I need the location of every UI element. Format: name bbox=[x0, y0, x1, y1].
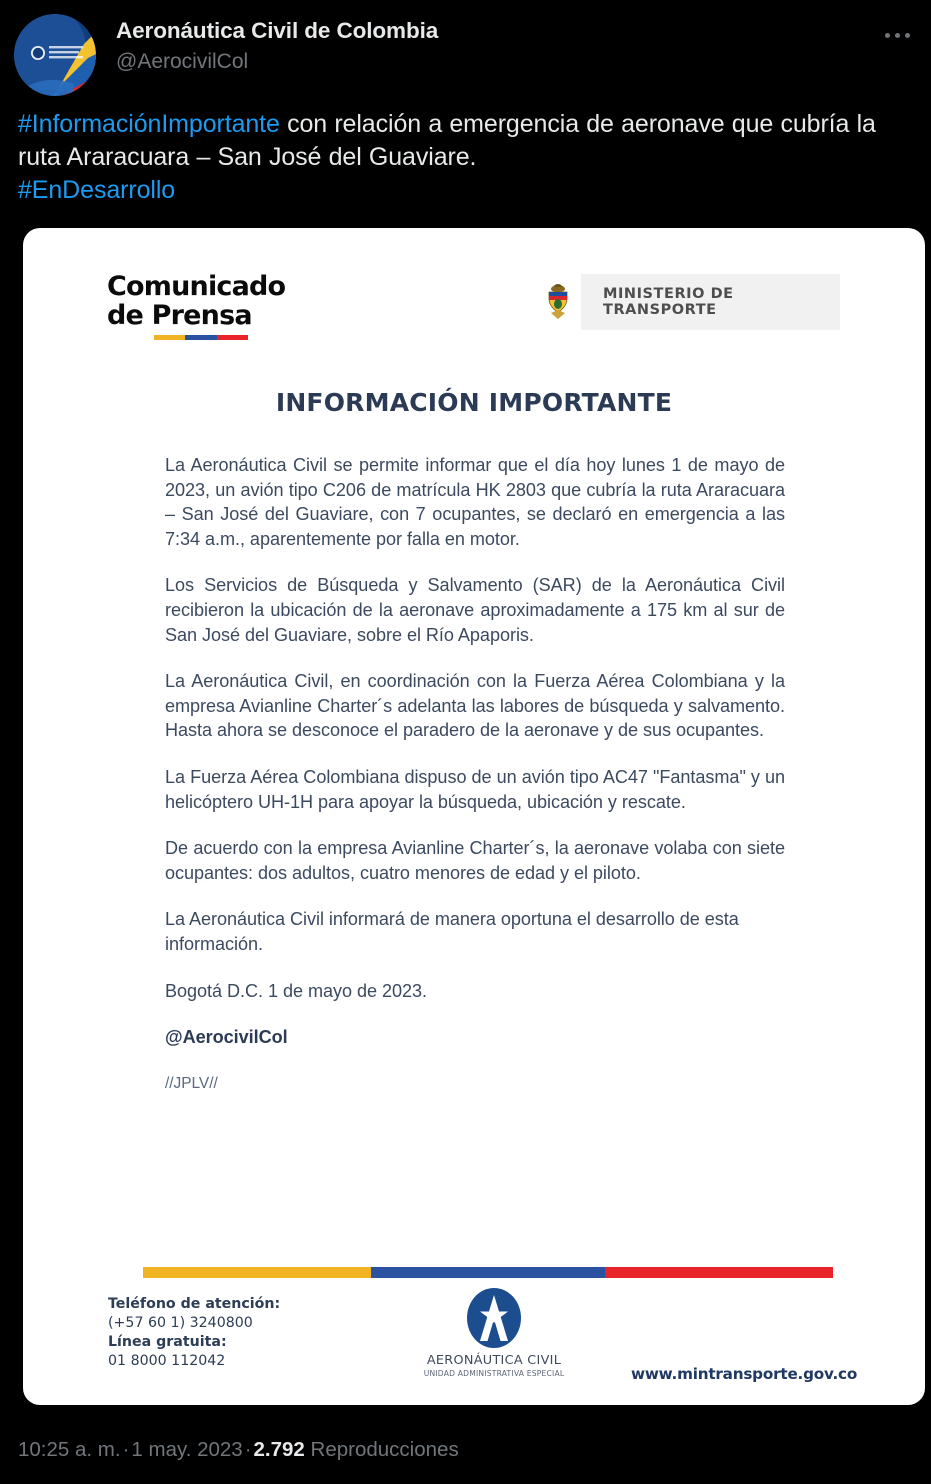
document-paragraph: La Aeronáutica Civil se permite informar que el día hoy lunes 1 de mayo de 2023, un avión tipo C206 de matrícula HK 2803 que cubría la ruta Araracuara – San José del Guaviare, con 7 ocupantes, se declaró en emergencia a las 7:34 a.m., aparentemente por falla en motor. bbox=[165, 455, 785, 549]
footer-contact-block bbox=[108, 1295, 280, 1371]
ministry-badge bbox=[535, 274, 840, 330]
tweet-time: 10:25 a. m. bbox=[18, 1438, 121, 1461]
footer-flag-bar bbox=[143, 1267, 833, 1278]
footer-flag-blue bbox=[371, 1267, 606, 1278]
views-label[interactable]: Reproducciones bbox=[310, 1438, 459, 1461]
document-title: INFORMACIÓN IMPORTANTE bbox=[275, 388, 673, 417]
display-name[interactable]: Aeronáutica Civil de Colombia bbox=[116, 18, 439, 43]
document-paragraph: La Fuerza Aérea Colombiana dispuso de un avión tipo AC47 "Fantasma" y un helicóptero UH-1H para apoyar la búsqueda, ubicación y rescate. bbox=[165, 766, 785, 812]
flag-red bbox=[217, 335, 248, 340]
comunicado-de-prensa-logo bbox=[107, 272, 285, 340]
more-dot bbox=[885, 33, 890, 38]
hashtag-en-desarrollo[interactable]: #EnDesarrollo bbox=[18, 176, 176, 204]
hashtag-informacion-importante[interactable]: #InformaciónImportante bbox=[18, 110, 280, 138]
footer-flag-yellow bbox=[143, 1267, 371, 1278]
document-reference-code: //JPLV// bbox=[165, 1074, 218, 1092]
footer-logo-name: AERONÁUTICA CIVIL bbox=[426, 1353, 562, 1368]
meta-separator: · bbox=[244, 1438, 252, 1461]
document-header bbox=[23, 272, 925, 350]
account-handle[interactable]: @AerocivilCol bbox=[116, 49, 249, 73]
document-paragraph: Los Servicios de Búsqueda y Salvamento (SAR) de la Aeronáutica Civil recibieron la ubicación de la aeronave aproximadamente a 175 km al sur de San José del Guaviare, sobre el Río Apaporis. bbox=[165, 575, 785, 645]
document-paragraph: La Aeronáutica Civil, en coordinación con la Fuerza Aérea Colombiana y la empresa Avianline Charter´s adelanta las labores de búsqueda y salvamento. Hasta ahora se desconoce el paradero de la aeronave y de sus ocupantes. bbox=[165, 671, 785, 741]
document-paragraph: La Aeronáutica Civil informará de manera oportuna el desarrollo de esta información. bbox=[165, 909, 739, 954]
tweet-meta-footer bbox=[18, 1437, 459, 1463]
colombia-coat-of-arms-icon bbox=[535, 274, 581, 330]
footer-freeline-value: 01 8000 112042 bbox=[108, 1353, 226, 1369]
footer-flag-red bbox=[605, 1267, 833, 1278]
tweet-header bbox=[0, 0, 931, 100]
tweet-media-card[interactable] bbox=[23, 228, 925, 1405]
account-identity bbox=[116, 14, 438, 74]
aerocivil-avatar-icon bbox=[14, 14, 96, 96]
meta-separator: · bbox=[122, 1438, 130, 1461]
more-dot bbox=[895, 33, 900, 38]
document-place-date: Bogotá D.C. 1 de mayo de 2023. bbox=[165, 980, 428, 1001]
footer-logo-subtitle: UNIDAD ADMINISTRATIVA ESPECIAL bbox=[423, 1369, 565, 1378]
comunicado-line-2: de Prensa bbox=[107, 300, 252, 331]
tweet-text-run: con relación a emergencia de aeronave que cubría la ruta Araracuara – San José del Guaviare. bbox=[18, 110, 876, 171]
tweet-body-text bbox=[18, 108, 908, 207]
aeronautica-civil-logo-icon bbox=[463, 1287, 525, 1349]
footer-phone-label: Teléfono de atención: bbox=[108, 1296, 281, 1312]
flag-yellow bbox=[154, 335, 185, 340]
more-options-icon[interactable] bbox=[877, 20, 917, 50]
footer-phone-value: (+57 60 1) 3240800 bbox=[108, 1315, 253, 1331]
avatar[interactable] bbox=[14, 14, 96, 96]
views-count: 2.792 bbox=[253, 1438, 305, 1461]
document-signature-handle: @AerocivilCol bbox=[165, 1027, 288, 1048]
tweet-date: 1 may. 2023 bbox=[131, 1438, 243, 1461]
footer-aerocivil-logo bbox=[419, 1287, 569, 1378]
document-paragraph: De acuerdo con la empresa Avianline Charter´s, la aeronave volaba con siete ocupantes: dos adultos, cuatro menores de edad y el piloto. bbox=[165, 838, 785, 883]
footer-website-url[interactable]: www.mintransporte.gov.co bbox=[631, 1365, 858, 1383]
flag-blue bbox=[185, 335, 216, 340]
ministry-label: MINISTERIO DE TRANSPORTE bbox=[603, 286, 734, 318]
more-dot bbox=[905, 33, 910, 38]
document-footer bbox=[23, 1255, 925, 1395]
comunicado-line-1: Comunicado bbox=[107, 271, 286, 302]
footer-freeline-label: Línea gratuita: bbox=[108, 1334, 227, 1350]
document-body bbox=[165, 453, 785, 1096]
colombia-flag-bar bbox=[154, 335, 248, 340]
